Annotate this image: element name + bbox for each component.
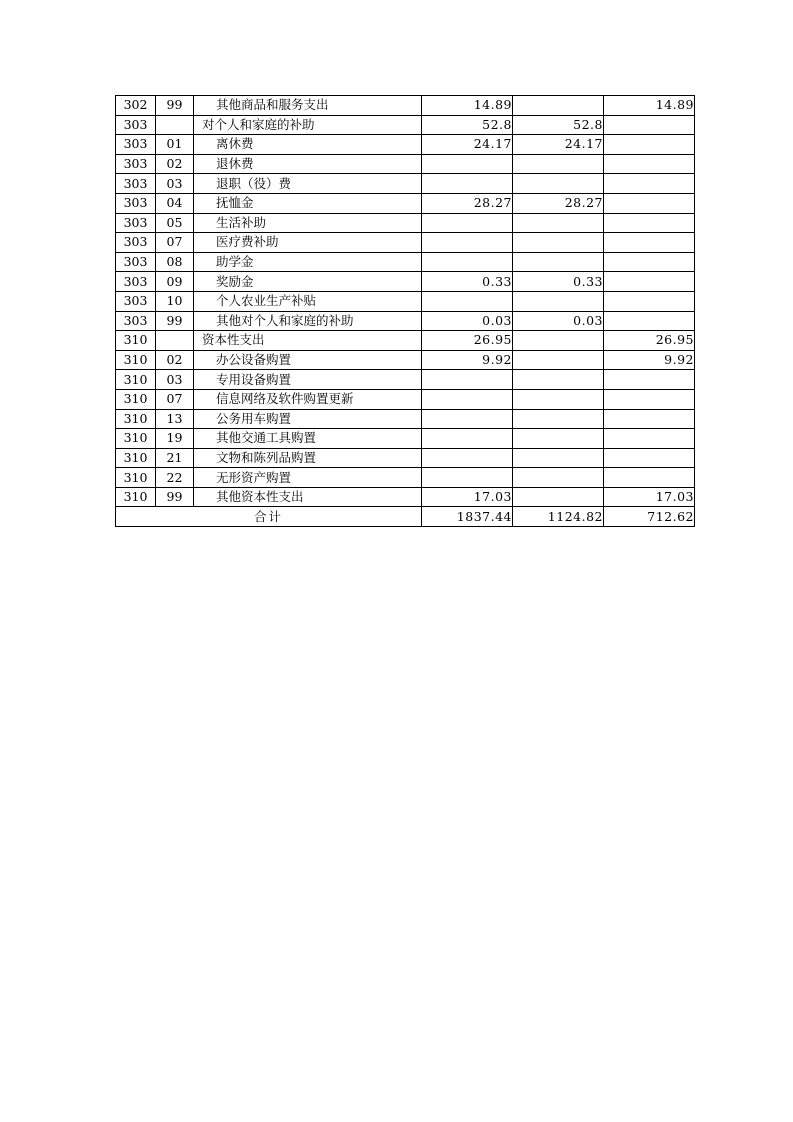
class-code-cell: 303: [116, 311, 156, 331]
item-name-cell: [194, 311, 422, 331]
basic-expenditure-cell: 0.33: [513, 272, 604, 292]
table-row: [116, 311, 695, 331]
table-row: [116, 370, 695, 390]
table-row: [116, 468, 695, 488]
table-row: [116, 272, 695, 292]
total-cell: [422, 389, 513, 409]
total-cell: [422, 213, 513, 233]
item-name-cell: [194, 487, 422, 507]
table-row: [116, 193, 695, 213]
project-expenditure-cell: [604, 154, 695, 174]
class-code-cell: 310: [116, 389, 156, 409]
total-label: 合计: [116, 507, 422, 527]
item-name-cell: [194, 96, 422, 116]
table-body: [116, 96, 695, 507]
item-name-text: 奖励金: [216, 273, 254, 289]
total-cell: 9.92: [422, 350, 513, 370]
item-name-cell: [194, 154, 422, 174]
basic-expenditure-cell: [513, 233, 604, 253]
basic-expenditure-cell: 52.8: [513, 115, 604, 135]
item-name-text: 助学金: [216, 254, 254, 270]
basic-expenditure-cell: 24.17: [513, 135, 604, 155]
basic-expenditure-cell: [513, 252, 604, 272]
item-code-cell: 99: [156, 311, 194, 331]
class-code-cell: 310: [116, 487, 156, 507]
table-row: [116, 252, 695, 272]
basic-expenditure-cell: [513, 350, 604, 370]
item-code-cell: 09: [156, 272, 194, 292]
project-expenditure-cell: 26.95: [604, 331, 695, 351]
table-row: [116, 448, 695, 468]
project-expenditure-cell: [604, 233, 695, 253]
item-name-text: 其他商品和服务支出: [216, 97, 329, 113]
item-name-text: 退职（役）费: [216, 175, 292, 191]
project-expenditure-cell: [604, 409, 695, 429]
item-name-cell: [194, 233, 422, 253]
item-code-cell: 22: [156, 468, 194, 488]
item-name-text: 退休费: [216, 156, 254, 172]
item-name-cell: [194, 370, 422, 390]
basic-expenditure-cell: [513, 96, 604, 116]
project-expenditure-cell: 17.03: [604, 487, 695, 507]
item-code-cell: 07: [156, 389, 194, 409]
total-cell: 0.33: [422, 272, 513, 292]
basic-expenditure-cell: [513, 429, 604, 449]
project-expenditure-cell: [604, 174, 695, 194]
class-code-cell: 302: [116, 96, 156, 116]
item-name-text: 公务用车购置: [216, 410, 292, 426]
item-name-text: 其他交通工具购置: [216, 430, 317, 446]
item-code-cell: 03: [156, 174, 194, 194]
item-code-cell: 19: [156, 429, 194, 449]
project-expenditure-cell: [604, 272, 695, 292]
total-cell: [422, 252, 513, 272]
total-cell: [422, 370, 513, 390]
item-code-cell: 99: [156, 96, 194, 116]
table-row: [116, 331, 695, 351]
item-code-cell: [156, 331, 194, 351]
total-cell: [422, 429, 513, 449]
total-cell: 0.03: [422, 311, 513, 331]
project-expenditure-cell: [604, 291, 695, 311]
item-name-text: 其他资本性支出: [216, 489, 304, 505]
item-name-text: 个人农业生产补贴: [216, 293, 317, 309]
class-code-cell: 310: [116, 429, 156, 449]
class-code-cell: 310: [116, 331, 156, 351]
basic-expenditure-cell: [513, 213, 604, 233]
item-name-cell: [194, 213, 422, 233]
basic-expenditure-cell: [513, 487, 604, 507]
basic-expenditure-cell: 0.03: [513, 311, 604, 331]
project-expenditure-cell: [604, 429, 695, 449]
basic-expenditure-cell: [513, 389, 604, 409]
item-code-cell: 21: [156, 448, 194, 468]
item-name-text: 资本性支出: [202, 332, 265, 348]
basic-expenditure-cell: [513, 468, 604, 488]
table-row: [116, 389, 695, 409]
item-code-cell: 99: [156, 487, 194, 507]
class-code-cell: 310: [116, 409, 156, 429]
item-code-cell: 01: [156, 135, 194, 155]
total-cell: [422, 448, 513, 468]
project-expenditure-cell: [604, 135, 695, 155]
item-name-cell: [194, 174, 422, 194]
project-expenditure-cell: [604, 448, 695, 468]
total-cell: [422, 154, 513, 174]
total-cell: [422, 174, 513, 194]
item-code-cell: 07: [156, 233, 194, 253]
class-code-cell: 303: [116, 154, 156, 174]
total-cell: [422, 468, 513, 488]
basic-expenditure-cell: 28.27: [513, 193, 604, 213]
item-name-text: 医疗费补助: [216, 234, 279, 250]
item-name-cell: [194, 135, 422, 155]
class-code-cell: 310: [116, 448, 156, 468]
item-name-cell: [194, 468, 422, 488]
total-cell: 14.89: [422, 96, 513, 116]
basic-expenditure-cell: [513, 370, 604, 390]
item-name-cell: [194, 193, 422, 213]
table-row: [116, 135, 695, 155]
class-code-cell: 303: [116, 135, 156, 155]
table-row: [116, 213, 695, 233]
class-code-cell: 303: [116, 193, 156, 213]
class-code-cell: 310: [116, 350, 156, 370]
item-name-cell: [194, 448, 422, 468]
class-code-cell: 303: [116, 174, 156, 194]
item-code-cell: 04: [156, 193, 194, 213]
project-expenditure-cell: 14.89: [604, 96, 695, 116]
total-value: 1837.44: [422, 507, 513, 527]
item-name-cell: [194, 331, 422, 351]
basic-expenditure-cell: [513, 331, 604, 351]
class-code-cell: 303: [116, 252, 156, 272]
total-cell: 52.8: [422, 115, 513, 135]
item-code-cell: [156, 115, 194, 135]
project-expenditure-cell: [604, 115, 695, 135]
project-expenditure-cell: [604, 193, 695, 213]
project-expenditure-cell: 9.92: [604, 350, 695, 370]
basic-expenditure-cell: [513, 448, 604, 468]
item-name-text: 文物和陈列品购置: [216, 449, 317, 465]
basic-expenditure-cell: [513, 291, 604, 311]
item-name-cell: [194, 409, 422, 429]
total-cell: 26.95: [422, 331, 513, 351]
total-cell: [422, 291, 513, 311]
total-basic-value: 1124.82: [513, 507, 604, 527]
item-name-text: 其他对个人和家庭的补助: [216, 312, 354, 328]
item-name-cell: [194, 272, 422, 292]
table-row: [116, 115, 695, 135]
project-expenditure-cell: [604, 252, 695, 272]
total-cell: [422, 409, 513, 429]
table-row: [116, 350, 695, 370]
item-code-cell: 05: [156, 213, 194, 233]
item-code-cell: 08: [156, 252, 194, 272]
class-code-cell: 303: [116, 272, 156, 292]
item-name-text: 无形资产购置: [216, 469, 292, 485]
project-expenditure-cell: [604, 213, 695, 233]
total-cell: 24.17: [422, 135, 513, 155]
expenditure-table: [115, 95, 695, 527]
item-name-text: 办公设备购置: [216, 352, 292, 368]
basic-expenditure-cell: [513, 409, 604, 429]
item-name-text: 离休费: [216, 136, 254, 152]
item-name-cell: [194, 115, 422, 135]
table-row: [116, 174, 695, 194]
table-row: [116, 429, 695, 449]
item-code-cell: 02: [156, 350, 194, 370]
item-code-cell: 10: [156, 291, 194, 311]
table-row: [116, 409, 695, 429]
table-row: [116, 291, 695, 311]
item-name-text: 信息网络及软件购置更新: [216, 391, 354, 407]
class-code-cell: 303: [116, 115, 156, 135]
class-code-cell: 303: [116, 291, 156, 311]
basic-expenditure-cell: [513, 154, 604, 174]
total-cell: [422, 233, 513, 253]
project-expenditure-cell: [604, 370, 695, 390]
item-name-cell: [194, 291, 422, 311]
item-name-text: 专用设备购置: [216, 371, 292, 387]
item-name-text: 生活补助: [216, 214, 267, 230]
item-name-cell: [194, 350, 422, 370]
item-name-cell: [194, 429, 422, 449]
total-cell: 28.27: [422, 193, 513, 213]
item-name-text: 抚恤金: [216, 195, 254, 211]
project-expenditure-cell: [604, 468, 695, 488]
item-code-cell: 02: [156, 154, 194, 174]
table-row: [116, 154, 695, 174]
basic-expenditure-cell: [513, 174, 604, 194]
table-row: [116, 487, 695, 507]
class-code-cell: 310: [116, 370, 156, 390]
project-expenditure-cell: [604, 389, 695, 409]
item-name-cell: [194, 389, 422, 409]
table-row: [116, 233, 695, 253]
class-code-cell: 310: [116, 468, 156, 488]
class-code-cell: 303: [116, 213, 156, 233]
item-code-cell: 03: [156, 370, 194, 390]
total-row: [116, 507, 695, 527]
project-expenditure-cell: [604, 311, 695, 331]
table-row: [116, 96, 695, 116]
item-code-cell: 13: [156, 409, 194, 429]
total-project-value: 712.62: [604, 507, 695, 527]
item-name-cell: [194, 252, 422, 272]
item-name-text: 对个人和家庭的补助: [202, 116, 315, 132]
class-code-cell: 303: [116, 233, 156, 253]
total-cell: 17.03: [422, 487, 513, 507]
